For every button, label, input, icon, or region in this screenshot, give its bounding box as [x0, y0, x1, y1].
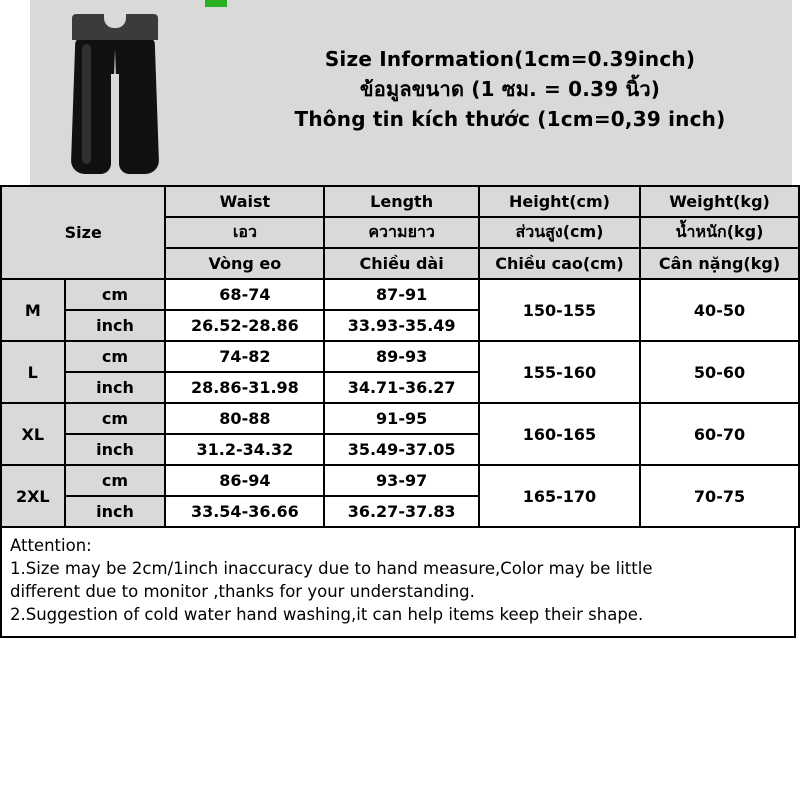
- row-unit-inch-l: inch: [65, 372, 166, 403]
- size-table: [0, 185, 800, 528]
- pants-right-leg: [115, 38, 160, 174]
- m-weight: 40-50: [640, 279, 799, 341]
- header-weight-en: Weight(kg): [640, 186, 799, 217]
- row-size-l: L: [1, 341, 65, 403]
- xl-height: 160-165: [479, 403, 640, 465]
- row-unit-inch-2xl: inch: [65, 496, 166, 527]
- attention-line-1: 1.Size may be 2cm/1inch inaccuracy due to hand measure,Color may be little: [10, 559, 653, 578]
- table-header-row-en: [1, 186, 799, 217]
- header-length-vi: Chiều dài: [324, 248, 479, 279]
- xxl-height: 165-170: [479, 465, 640, 527]
- header-waist-vi: Vòng eo: [165, 248, 324, 279]
- banner-left-margin: [0, 0, 30, 185]
- row-size-xl: XL: [1, 403, 65, 465]
- header-waist-th: เอว: [165, 217, 324, 248]
- l-length-inch: 34.71-36.27: [324, 372, 479, 403]
- table-row: [1, 403, 799, 434]
- xl-length-cm: 91-95: [324, 403, 479, 434]
- green-tab-marker: [205, 0, 227, 7]
- xxl-weight: 70-75: [640, 465, 799, 527]
- header-height-en: Height(cm): [479, 186, 640, 217]
- m-length-inch: 33.93-35.49: [324, 310, 479, 341]
- row-unit-cm-2xl: cm: [65, 465, 166, 496]
- table-row: [1, 279, 799, 310]
- header-length-en: Length: [324, 186, 479, 217]
- size-header-cell: Size: [1, 186, 165, 279]
- header-waist-en: Waist: [165, 186, 324, 217]
- attention-line-2: different due to monitor ,thanks for your understanding.: [10, 582, 475, 601]
- xxl-waist-inch: 33.54-36.66: [165, 496, 324, 527]
- xxl-waist-cm: 86-94: [165, 465, 324, 496]
- attention-line-3: 2.Suggestion of cold water hand washing,it can help items keep their shape.: [10, 605, 644, 624]
- title-thai: ข้อมูลขนาด (1 ซม. = 0.39 นิ้ว): [359, 77, 661, 101]
- row-unit-cm-l: cm: [65, 341, 166, 372]
- banner-right-margin: [792, 0, 800, 185]
- l-height: 155-160: [479, 341, 640, 403]
- product-image-pants: [60, 14, 170, 174]
- attention-block: [0, 528, 796, 638]
- row-unit-cm-m: cm: [65, 279, 166, 310]
- l-waist-inch: 28.86-31.98: [165, 372, 324, 403]
- xl-waist-inch: 31.2-34.32: [165, 434, 324, 465]
- header-height-vi: Chiều cao(cm): [479, 248, 640, 279]
- attention-heading: Attention:: [10, 536, 92, 555]
- header-height-th: ส่วนสูง(cm): [479, 217, 640, 248]
- header-length-th: ความยาว: [324, 217, 479, 248]
- m-waist-cm: 68-74: [165, 279, 324, 310]
- row-unit-inch-xl: inch: [65, 434, 166, 465]
- xl-length-inch: 35.49-37.05: [324, 434, 479, 465]
- xxl-length-cm: 93-97: [324, 465, 479, 496]
- header-weight-th: น้ำหนัก(kg): [640, 217, 799, 248]
- table-row: [1, 341, 799, 372]
- title-english: Size Information(1cm=0.39inch): [324, 47, 696, 71]
- xl-weight: 60-70: [640, 403, 799, 465]
- row-unit-inch-m: inch: [65, 310, 166, 341]
- row-unit-cm-xl: cm: [65, 403, 166, 434]
- xl-waist-cm: 80-88: [165, 403, 324, 434]
- l-waist-cm: 74-82: [165, 341, 324, 372]
- pants-leg-gap: [111, 74, 119, 174]
- m-waist-inch: 26.52-28.86: [165, 310, 324, 341]
- title-vietnamese: Thông tin kích thước (1cm=0,39 inch): [294, 107, 726, 131]
- l-weight: 50-60: [640, 341, 799, 403]
- row-size-m: M: [1, 279, 65, 341]
- m-length-cm: 87-91: [324, 279, 479, 310]
- table-row: [1, 465, 799, 496]
- xxl-length-inch: 36.27-37.83: [324, 496, 479, 527]
- row-size-2xl: 2XL: [1, 465, 65, 527]
- header-weight-vi: Cân nặng(kg): [640, 248, 799, 279]
- bottom-margin: [0, 638, 800, 700]
- header-banner: [0, 0, 800, 185]
- l-length-cm: 89-93: [324, 341, 479, 372]
- pants-left-leg: [71, 38, 116, 174]
- pants-highlight: [82, 44, 91, 164]
- title-block: [230, 44, 790, 134]
- m-height: 150-155: [479, 279, 640, 341]
